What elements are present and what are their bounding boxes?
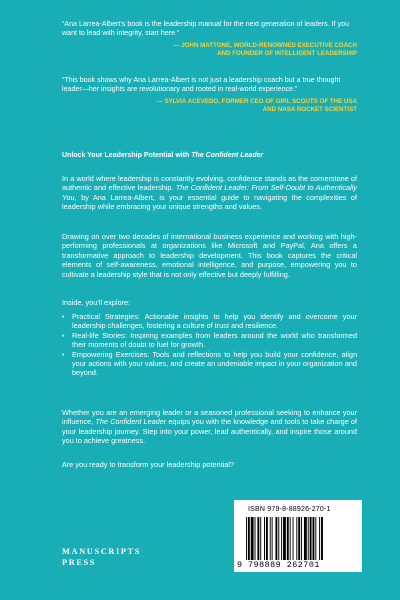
attribution-line: AND NASA ROCKET SCIENTIST bbox=[262, 106, 357, 114]
book-title: The Confident Leader bbox=[95, 417, 167, 427]
paragraph-text: , by Ana Larrea-Albert, is your essential guide to navigating the complexities of leadership while embracing your unique strengths and values. bbox=[62, 192, 357, 212]
list-item bbox=[62, 350, 357, 378]
publisher-name-line: PRESS bbox=[62, 558, 97, 567]
list-item bbox=[62, 331, 357, 350]
list-item-text: Empowering Exercises: Tools and reflections to help you build your confidence, align your actions with your values, and create an undeniable impact in your organization and beyond. bbox=[72, 349, 357, 378]
publisher-logo bbox=[62, 546, 141, 568]
barcode-bar bbox=[283, 517, 286, 560]
book-title: The Confident Leader: From Self-Doubt to Authentically You bbox=[62, 183, 357, 202]
barcode-bar bbox=[319, 517, 320, 560]
barcode-bar bbox=[290, 517, 291, 560]
barcode-bar bbox=[266, 517, 268, 560]
barcode-bar bbox=[255, 517, 256, 560]
section-heading bbox=[62, 152, 362, 159]
feature-list bbox=[62, 312, 357, 378]
quote-attribution bbox=[62, 98, 357, 115]
endorsement-quote-2 bbox=[62, 76, 357, 115]
barcode-bar bbox=[301, 517, 302, 560]
barcode-bar bbox=[257, 517, 259, 560]
explore-intro: Inside, you’ll explore: bbox=[62, 298, 131, 307]
list-item-text: Real-life Stories: Inspiring examples from leaders around the world who transformed their moments of doubt to fuel for growth. bbox=[72, 330, 357, 350]
barcode-bar bbox=[298, 517, 300, 560]
barcode-bar bbox=[264, 517, 265, 560]
barcode-bar bbox=[315, 517, 316, 560]
bullet-icon: • bbox=[62, 330, 65, 340]
isbn-label: ISBN 979-8-88926-270-1 bbox=[248, 506, 331, 513]
paragraph-text: In a world where leadership is constantly evolving, confidence stands as the cornerstone of authentic and effective leadership. bbox=[62, 174, 357, 193]
experience-paragraph: Drawing on over two decades of international business experience and working with high-performing professionals at organizations like Microsoft and PayPal, Ana offers a transformative approach to leadership development. This book captures the critical elements of self-awareness, emotional intelligence, and purpose, empowering you to cultivate a leadership style that is not only effective but deeply fulfilling. bbox=[62, 232, 357, 279]
endorsement-quote-1 bbox=[62, 20, 357, 59]
barcode-bar bbox=[275, 517, 277, 560]
heading-prefix: Unlock Your Leadership Potential with bbox=[62, 152, 192, 159]
attribution-line: AND FOUNDER OF INTELLIGENT LEADERSHIP bbox=[217, 50, 357, 58]
call-to-action: Are you ready to transform your leadership potential? bbox=[62, 460, 234, 469]
barcode-bar bbox=[246, 517, 247, 560]
barcode-bar bbox=[251, 517, 254, 560]
paragraph-text: Whether you are an emerging leader or a seasoned professional seeking to enhance your influence, bbox=[62, 408, 357, 427]
barcode-bar bbox=[310, 517, 312, 560]
heading-book-title: The Confident Leader bbox=[191, 152, 264, 159]
barcode-bar bbox=[321, 517, 323, 560]
attribution-line: — JOHN MATTONE, WORLD-RENOWNED EXECUTIVE COACH bbox=[173, 41, 357, 49]
publisher-name-line: MANUSCRIPTS bbox=[62, 547, 142, 556]
bullet-icon: • bbox=[62, 312, 65, 321]
bullet-icon: • bbox=[62, 349, 65, 359]
closing-paragraph bbox=[62, 408, 357, 446]
quote-text: “This book shows why Ana Larrea-Albert is not just a leadership coach but a true thought leader—her insights are revolutionary and rooted in real-world experience.” bbox=[62, 76, 341, 94]
barcode-bar bbox=[248, 517, 250, 560]
barcode-panel bbox=[234, 500, 362, 572]
barcode-digits: 9 798889 262701 bbox=[237, 560, 320, 570]
barcode-bar bbox=[260, 517, 261, 560]
barcode-bar bbox=[304, 517, 307, 560]
quote-attribution bbox=[62, 42, 357, 59]
barcode-bar bbox=[313, 517, 315, 560]
attribution-line: — SYLVIA ACEVEDO, FORMER CEO OF GIRL SCOUTS OF THE USA bbox=[156, 97, 357, 105]
barcode-bar bbox=[278, 517, 279, 560]
barcode-bar bbox=[296, 517, 297, 560]
barcode-bar bbox=[281, 517, 282, 560]
quote-text: “Ana Larrea-Albert’s book is the leadership manual for the next generation of leaders. If you want to lead with integrity, start here.” bbox=[62, 20, 349, 38]
barcode-bar bbox=[293, 517, 294, 560]
barcode-icon bbox=[246, 517, 346, 560]
paragraph-text: equips you with the knowledge and tools to take charge of your leadership journey. Step into your power, lead authentically, and inspire those around you to achieve greatness. bbox=[62, 417, 357, 446]
list-item-text: Practical Strategies: Actionable insights to help you identify and overcome your leadership challenges, fostering a culture of trust and resilience. bbox=[72, 312, 357, 331]
intro-paragraph bbox=[62, 174, 357, 212]
list-item bbox=[62, 312, 357, 331]
barcode-bar bbox=[270, 517, 271, 560]
barcode-bar bbox=[287, 517, 289, 560]
barcode-bar bbox=[272, 517, 273, 560]
barcode-bar bbox=[308, 517, 309, 560]
